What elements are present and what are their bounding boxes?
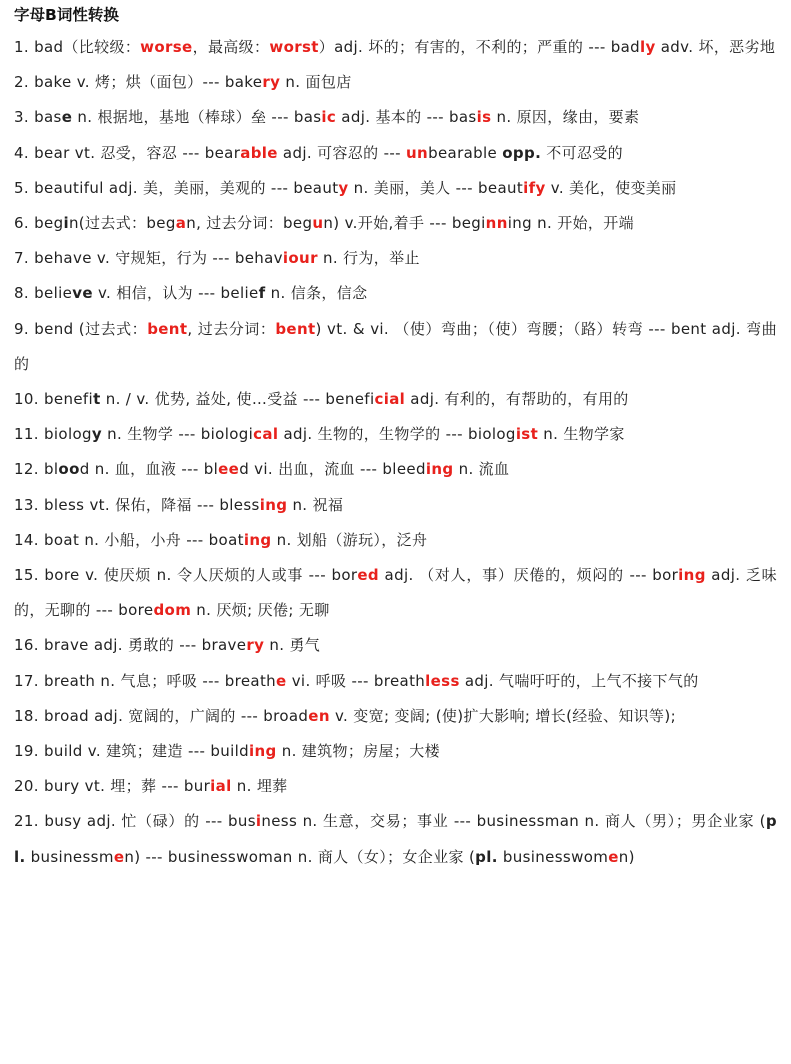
entry-21 bbox=[14, 804, 777, 874]
entry-9 bbox=[14, 312, 777, 382]
entry-text: n. 生物学 --- biologi bbox=[102, 425, 254, 444]
entry-text: 7. behave v. 守规矩，行为 --- behav bbox=[14, 249, 283, 268]
entry-text: n(过去式：beg bbox=[68, 214, 176, 233]
highlighted-suffix: ing bbox=[425, 460, 454, 479]
entry-text: 19. build v. 建筑；建造 --- build bbox=[14, 742, 249, 761]
entry-text: adj. 气喘吁吁的，上气不接下气的 bbox=[459, 671, 699, 690]
highlighted-suffix: bent bbox=[147, 319, 188, 338]
bold-letters: i bbox=[63, 214, 69, 233]
entry-text: 11. biolog bbox=[14, 425, 92, 444]
entry-8 bbox=[14, 276, 777, 311]
entry-text: d vi. 出血，流血 --- bleed bbox=[239, 460, 426, 479]
entry-15 bbox=[14, 558, 777, 628]
entry-14 bbox=[14, 523, 777, 558]
highlighted-suffix: y bbox=[338, 178, 349, 197]
highlighted-suffix: able bbox=[240, 143, 278, 162]
entry-list bbox=[14, 30, 777, 875]
bold-letters: ve bbox=[72, 284, 93, 303]
entry-text: 2. bake v. 烤；烘（面包）--- bake bbox=[14, 73, 263, 92]
entry-text: adj. 有利的，有帮助的，有用的 bbox=[405, 390, 629, 409]
highlighted-suffix: ial bbox=[210, 777, 232, 796]
bold-letters: f bbox=[258, 284, 266, 303]
entry-20 bbox=[14, 769, 777, 804]
entry-text: adj. 生物的，生物学的 --- biolog bbox=[278, 425, 516, 444]
highlighted-suffix: u bbox=[312, 214, 324, 233]
entry-text: 6. beg bbox=[14, 214, 64, 233]
highlighted-suffix: ify bbox=[523, 178, 546, 197]
highlighted-suffix: ing bbox=[259, 495, 288, 514]
entry-text: ) vt. & vi. （使）弯曲；（使）弯腰；（路）转弯 --- bent adj. 弯曲的 bbox=[14, 319, 777, 373]
entry-text: v. 变宽; 变阔; (使)扩大影响; 增长(经验、知识等); bbox=[329, 706, 677, 725]
entry-text: n. 根据地，基地（棒球）垒 --- bas bbox=[72, 108, 322, 127]
entry-text: v. 相信，认为 --- belie bbox=[92, 284, 259, 303]
highlighted-suffix: i bbox=[255, 812, 262, 831]
highlighted-suffix: is bbox=[476, 108, 492, 127]
entry-text: bearable bbox=[428, 143, 503, 162]
entry-text: 13. bless vt. 保佑，降福 --- bless bbox=[14, 495, 260, 514]
highlighted-suffix: ic bbox=[321, 108, 337, 127]
entry-6 bbox=[14, 206, 777, 241]
highlighted-suffix: dom bbox=[153, 601, 192, 620]
bold-letters: pl. bbox=[14, 812, 777, 866]
entry-text: n. 原因，缘由，要素 bbox=[491, 108, 640, 127]
entry-text: 20. bury vt. 埋；葬 --- bur bbox=[14, 777, 211, 796]
entry-10 bbox=[14, 382, 777, 417]
highlighted-suffix: ed bbox=[357, 566, 380, 585]
entry-text: ）adj. 坏的；有害的，不利的；严重的 --- bad bbox=[318, 38, 641, 56]
entry-12 bbox=[14, 452, 777, 487]
highlighted-suffix: less bbox=[425, 671, 460, 690]
entry-text: n. 生物学家 bbox=[538, 425, 625, 444]
highlighted-suffix: ry bbox=[262, 73, 281, 92]
entry-text: n. 信条，信念 bbox=[265, 284, 368, 303]
entry-text: 16. brave adj. 勇敢的 --- brave bbox=[14, 636, 247, 655]
highlighted-suffix: iour bbox=[282, 249, 318, 268]
entry-text: n. 流血 bbox=[453, 460, 510, 479]
entry-text: n. 行为，举止 bbox=[317, 249, 420, 268]
document-title: 字母B词性转换 bbox=[14, 6, 119, 24]
entry-text: 8. belie bbox=[14, 284, 73, 303]
entry-7 bbox=[14, 241, 777, 276]
highlighted-suffix: cial bbox=[374, 390, 406, 409]
highlighted-suffix: un bbox=[406, 143, 429, 162]
entry-text: n. 厌烦; 厌倦; 无聊 bbox=[191, 601, 330, 620]
entry-text: n. 美丽，美人 --- beaut bbox=[348, 178, 524, 197]
highlighted-suffix: bent bbox=[275, 319, 316, 338]
entry-text: 14. boat n. 小船，小舟 --- boat bbox=[14, 530, 244, 549]
entry-16 bbox=[14, 628, 777, 663]
entry-text: n. 面包店 bbox=[280, 73, 352, 92]
entry-1 bbox=[14, 30, 777, 65]
entry-text: n. 建筑物；房屋；大楼 bbox=[276, 742, 440, 761]
highlighted-suffix: a bbox=[175, 214, 187, 233]
bold-letters: pl. bbox=[475, 847, 498, 866]
entry-text: 15. bore v. 使厌烦 n. 令人厌烦的人或事 --- bor bbox=[14, 566, 358, 585]
entry-text: 4. bear vt. 忍受，容忍 --- bear bbox=[14, 143, 241, 162]
entry-text: adj. 可容忍的 --- bbox=[277, 143, 407, 162]
entry-text: 17. breath n. 气息；呼吸 --- breath bbox=[14, 671, 277, 690]
entry-17 bbox=[14, 664, 777, 699]
entry-text: 10. benefi bbox=[14, 390, 94, 409]
entry-text: d n. 血，血液 --- bl bbox=[79, 460, 219, 479]
entry-text: 9. bend (过去式： bbox=[14, 319, 148, 338]
highlighted-suffix: worst bbox=[269, 38, 319, 56]
entry-text: businesswom bbox=[497, 847, 609, 866]
entry-text: adv. 坏，恶劣地 bbox=[655, 38, 776, 56]
entry-text: n. 祝福 bbox=[287, 495, 344, 514]
bold-letters: t bbox=[93, 390, 101, 409]
highlighted-suffix: e bbox=[113, 847, 125, 866]
highlighted-suffix: e bbox=[276, 671, 287, 690]
entry-2 bbox=[14, 65, 777, 100]
entry-4 bbox=[14, 136, 777, 171]
entry-text: adj. （对人，事）厌倦的，烦闷的 --- bor bbox=[379, 566, 679, 585]
entry-text: 18. broad adj. 宽阔的，广阔的 --- broad bbox=[14, 706, 309, 725]
entry-text: adj. 乏味的，无聊的 --- bore bbox=[14, 566, 777, 620]
highlighted-suffix: e bbox=[608, 847, 619, 866]
entry-18 bbox=[14, 699, 777, 734]
entry-11 bbox=[14, 417, 777, 452]
entry-text: businessm bbox=[25, 847, 114, 866]
entry-19 bbox=[14, 734, 777, 769]
highlighted-suffix: worse bbox=[140, 38, 193, 56]
entry-text: 不可忍受的 bbox=[541, 143, 623, 162]
bold-letters: oo bbox=[58, 460, 80, 479]
entry-5 bbox=[14, 171, 777, 206]
bold-letters: opp. bbox=[502, 143, 542, 162]
entry-text: n. 埋葬 bbox=[231, 777, 288, 796]
entry-text: 12. bl bbox=[14, 460, 59, 479]
highlighted-suffix: nn bbox=[485, 214, 508, 233]
entry-text: 21. busy adj. 忙（碌）的 --- bus bbox=[14, 812, 256, 831]
entry-text: n. / v. 优势, 益处, 使…受益 --- benefi bbox=[100, 390, 375, 409]
highlighted-suffix: ist bbox=[515, 425, 539, 444]
highlighted-suffix: ing bbox=[248, 742, 277, 761]
entry-text: , 过去分词： bbox=[187, 319, 276, 338]
entry-text: ，最高级： bbox=[192, 38, 270, 56]
highlighted-suffix: ing bbox=[678, 566, 706, 585]
entry-text: v. 美化，使变美丽 bbox=[545, 178, 677, 197]
highlighted-suffix: cal bbox=[253, 425, 279, 444]
entry-text: 5. beautiful adj. 美，美丽，美观的 --- beaut bbox=[14, 178, 339, 197]
entry-text: vi. 呼吸 --- breath bbox=[286, 671, 426, 690]
highlighted-suffix: en bbox=[308, 706, 330, 725]
entry-13 bbox=[14, 488, 777, 523]
entry-3 bbox=[14, 100, 777, 135]
entry-text: 1. bad（比较级： bbox=[14, 38, 141, 56]
highlighted-suffix: ing bbox=[243, 530, 272, 549]
entry-text: ing n. 开始，开端 bbox=[507, 214, 634, 233]
entry-text: n. 划船（游玩），泛舟 bbox=[271, 530, 428, 549]
highlighted-suffix: ee bbox=[218, 460, 240, 479]
entry-text: n. 勇气 bbox=[264, 636, 321, 655]
highlighted-suffix: ry bbox=[246, 636, 265, 655]
entry-text: n) --- businesswoman n. 商人（女）；女企业家 ( bbox=[124, 847, 476, 866]
bold-letters: e bbox=[61, 108, 73, 127]
entry-text: n) v.开始,着手 --- begi bbox=[323, 214, 486, 233]
entry-text: adj. 基本的 --- bas bbox=[336, 108, 477, 127]
entry-text: ness n. 生意，交易；事业 --- businessman n. 商人（男）；男企业家 ( bbox=[261, 812, 766, 831]
entry-text: n, 过去分词：beg bbox=[186, 214, 313, 233]
highlighted-suffix: ly bbox=[640, 38, 656, 56]
entry-text: 3. bas bbox=[14, 108, 62, 127]
entry-text: n) bbox=[618, 847, 635, 866]
bold-letters: y bbox=[91, 425, 102, 444]
